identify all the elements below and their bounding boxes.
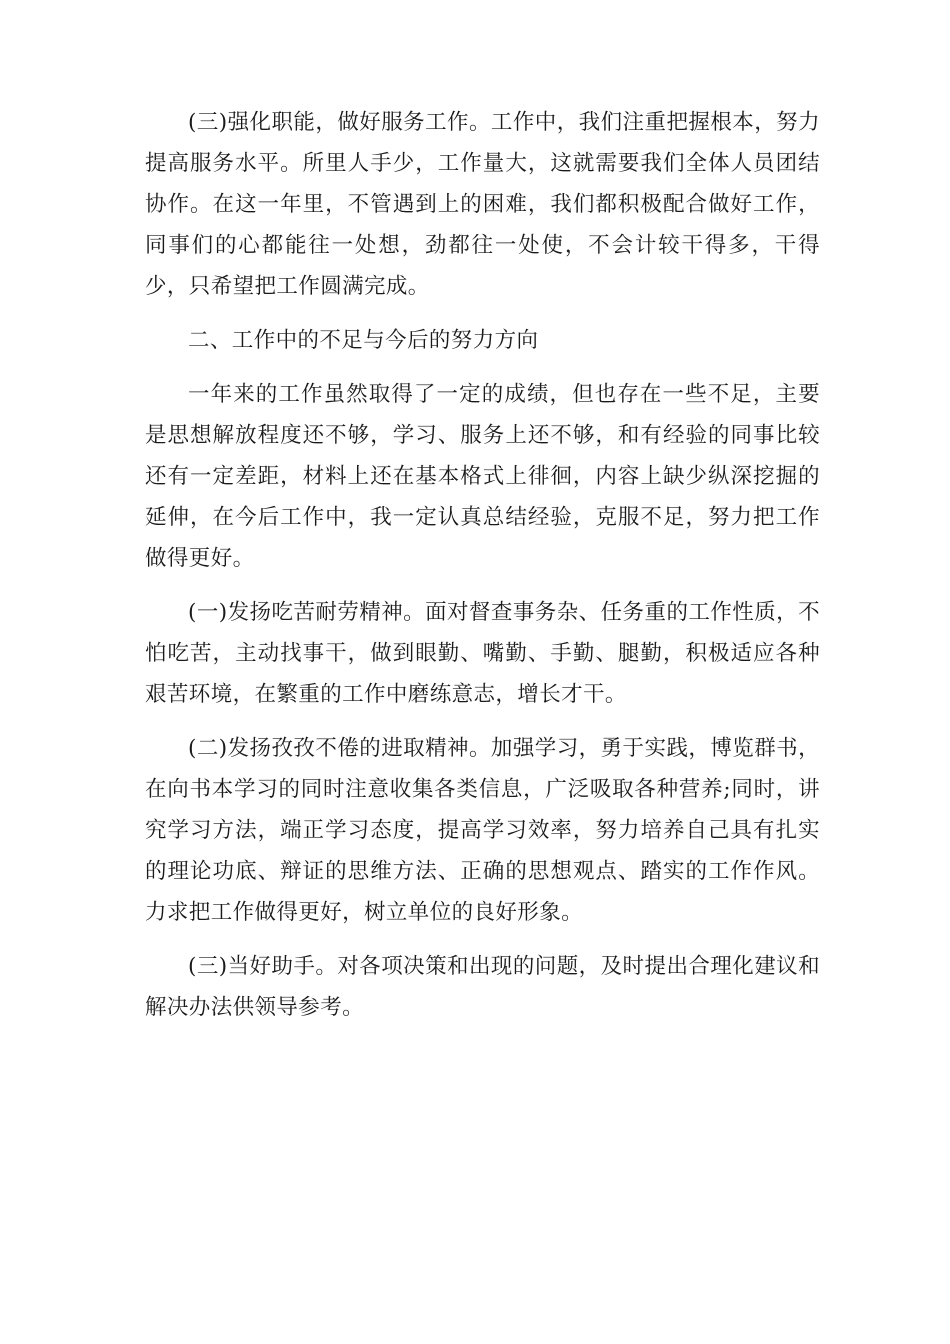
- paragraph-enterprising-spirit: (二)发扬孜孜不倦的进取精神。加强学习，勇于实践，博览群书，在向书本学习的同时注意收集各类信息，广泛吸取各种营养;同时，讲究学习方法，端正学习态度，提高学习效率，努力培养自己具有扎实的理论功底、辩证的思维方法、正确的思想观点、踏实的工作作风。力求把工作做得更好，树立单位的良好形象。: [145, 736, 820, 925]
- paragraph-hardworking-spirit: (一)发扬吃苦耐劳精神。面对督查事务杂、任务重的工作性质，不怕吃苦，主动找事干，做到眼勤、嘴勤、手勤、腿勤，积极适应各种艰苦环境，在繁重的工作中磨练意志，增长才干。: [145, 600, 820, 707]
- section-heading-shortcomings: 二、工作中的不足与今后的努力方向: [188, 328, 539, 353]
- document-body: [145, 102, 820, 1041]
- paragraph-strengthen-functions: (三)强化职能，做好服务工作。工作中，我们注重把握根本，努力提高服务水平。所里人手少，工作量大，这就需要我们全体人员团结协作。在这一年里，不管遇到上的困难，我们都积极配合做好工作，同事们的心都能往一处想，劲都往一处使，不会计较干得多，干得少，只希望把工作圆满完成。: [145, 110, 820, 299]
- paragraph-good-assistant: (三)当好助手。对各项决策和出现的问题，及时提出合理化建议和解决办法供领导参考。: [145, 954, 820, 1020]
- paragraph-shortcomings: 一年来的工作虽然取得了一定的成绩，但也存在一些不足，主要是思想解放程度还不够，学习、服务上还不够，和有经验的同事比较还有一定差距，材料上还在基本格式上徘徊，内容上缺少纵深挖掘的延伸，在今后工作中，我一定认真总结经验，克服不足，努力把工作做得更好。: [145, 382, 820, 571]
